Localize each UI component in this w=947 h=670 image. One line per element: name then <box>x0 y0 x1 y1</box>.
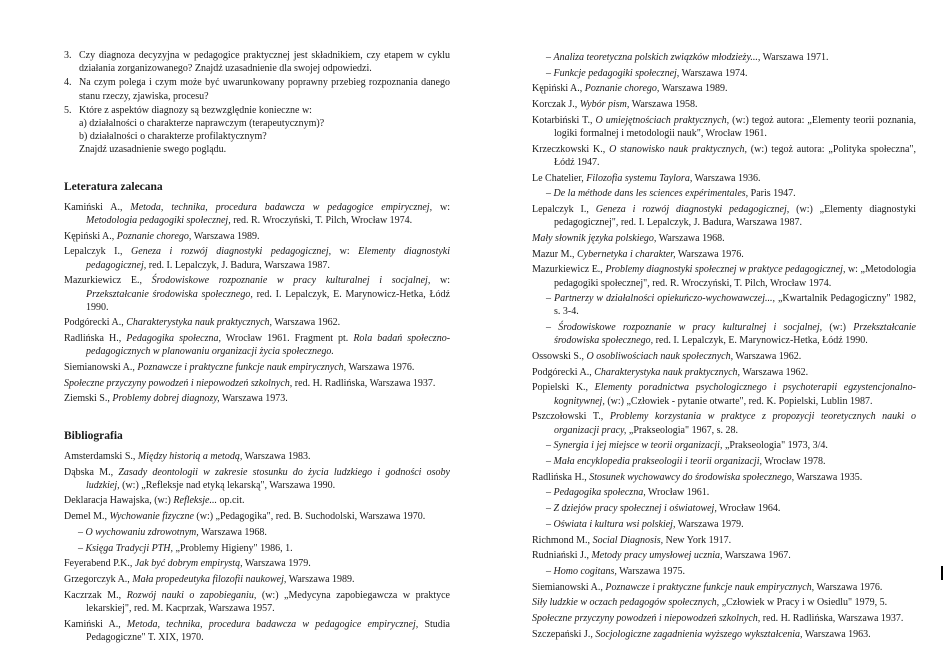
bibliography-entry <box>532 187 916 200</box>
reference-title: Stosunek wychowawcy do środowiska społecznego, <box>589 471 795 483</box>
reference-title: Elementy diagnostyki pedagogicznej, <box>86 246 450 271</box>
reference-author: Podgórecki A., <box>532 366 595 378</box>
reference-details: (w:) „Refleksje nad etyką lekarską", Warszawa 1990. <box>119 479 336 491</box>
bibliography-entry <box>532 98 916 111</box>
reference-title: Problemy diagnostyki społecznej w praktyce pedagogicznej, <box>605 264 846 276</box>
reference-title: Mały słownik języka polskiego, <box>532 232 657 244</box>
reference-details: Warszawa 1976. <box>675 248 744 260</box>
reference-details: Warszawa 1962. <box>740 366 809 378</box>
bibliography-entry <box>532 455 916 468</box>
bibliography-entry <box>532 581 916 594</box>
reference-details: w: <box>432 201 450 213</box>
reference-author: Richmond M., <box>532 534 593 546</box>
left-page <box>64 0 450 670</box>
reference-details: Warszawa 1989. <box>659 83 728 95</box>
reference-details: Warszawa 1979. <box>242 558 311 570</box>
reference-title: Wybór pism, <box>579 99 630 111</box>
reference-title: Homo cogitans, <box>553 565 617 577</box>
reference-details: Warszawa 1976. <box>346 362 415 374</box>
reference-title: Geneza i rozwój diagnostyki pedagogicznej, <box>131 246 332 258</box>
questions-list <box>64 49 450 157</box>
reference-details: Wrocław 1961. Fragment pt. <box>221 333 354 345</box>
reference-title: Poznawcze i praktyczne funkcje nauk empirycznych, <box>137 362 347 374</box>
reference-title: Pedagogika społeczna, <box>553 487 646 499</box>
reference-title: Analiza teoretyczna polskich związków młodzieży..., <box>553 52 761 63</box>
bibliography-list-left <box>64 450 450 644</box>
reference-author: Siemianowski A., <box>64 362 138 374</box>
bibliography-entry <box>64 557 450 570</box>
reference-author: – <box>546 322 559 334</box>
literature-entry <box>64 245 450 271</box>
reference-author: Mazur M., <box>532 248 577 260</box>
bibliography-entry <box>532 612 916 625</box>
reference-author: Dąbska M., <box>64 466 119 478</box>
reference-details: Warszawa 1975. <box>616 565 685 577</box>
reference-title: Księga Tradycji PTH, <box>85 542 174 554</box>
reference-title: Poznanie chorego, <box>584 83 660 95</box>
literature-entry <box>64 274 450 314</box>
literature-entry <box>64 230 450 243</box>
reference-title: Funkcje pedagogiki społecznej, <box>553 67 680 79</box>
bibliography-entry <box>532 67 916 80</box>
reference-title: De la méthode dans les sciences expérimentales, <box>553 188 749 200</box>
reference-details: „Kwartalnik Pedagogiczny" 1982, s. 3-4. <box>554 293 916 318</box>
bibliography-heading: Bibliografia <box>64 429 123 442</box>
reference-details: (w:) „Elementy diagnostyki pedagogicznej", red. I. Lepalczyk, J. Badura, Warszawa 1987. <box>554 204 916 229</box>
reference-author: – <box>546 455 554 467</box>
reference-title: Metodologia pedagogiki społecznej, <box>86 215 231 227</box>
literature-entry <box>64 392 450 405</box>
literature-entry <box>64 201 450 227</box>
reference-details: red. I. Lepalczyk, J. Badura, Warszawa 1987. <box>146 259 330 271</box>
bibliography-entry <box>532 549 916 562</box>
reference-details: Warszawa 1968. <box>198 526 267 538</box>
bibliography-entry <box>532 381 916 407</box>
reference-author: Lepalczyk I., <box>64 246 132 258</box>
bibliography-entry <box>64 510 450 523</box>
reference-details: „Problemy Higieny" 1986, 1. <box>173 542 293 554</box>
reference-title: Metoda, technika, procedura badawcza w pedagogice empirycznej, <box>126 618 419 630</box>
reference-author: Radlińska H., <box>532 471 590 483</box>
bibliography-entry <box>64 494 450 507</box>
reference-title: Społeczne przyczyny powodzeń i niepowodzeń szkolnych, <box>64 377 293 389</box>
reference-details: Warszawa 1983. <box>242 450 311 462</box>
page-edge-mark <box>941 566 943 580</box>
reference-details: Paris 1947. <box>748 188 796 200</box>
reference-title: Mała encyklopedia prakseologii i teorii organizacji, <box>553 455 762 467</box>
reference-details: w: <box>331 246 359 258</box>
literature-entry <box>64 316 450 329</box>
reference-title: O osobliwościach nauk społecznych, <box>586 351 734 363</box>
reference-title: Środowiskowe rozpoznanie w pracy kulturalnej i socjalnej, <box>151 275 431 287</box>
reference-title: Metody pracy umysłowej ucznia, <box>591 550 723 562</box>
bibliography-entry <box>532 321 916 347</box>
literature-entry <box>64 361 450 374</box>
reference-title: Social Diagnosis, <box>592 534 664 546</box>
reference-details: Warszawa 1963. <box>802 628 871 640</box>
reference-author: Kępiński A., <box>64 230 117 242</box>
reference-title: Geneza i rozwój diagnostyki pedagogicznej, <box>595 204 790 216</box>
reference-title: Wychowanie fizyczne <box>109 511 194 523</box>
reference-author: – <box>78 542 86 554</box>
reference-author: Radlińska H., <box>64 333 127 345</box>
reference-details: Warszawa 1962. <box>733 351 802 363</box>
reference-author: Le Chatelier, <box>532 172 587 184</box>
reference-title: Społeczne przyczyny powodzeń i niepowodzeń szkolnych, <box>532 613 761 625</box>
question-number: 4. <box>64 77 72 89</box>
reference-title: O umiejętnościach praktycznych, <box>595 114 730 126</box>
reference-author: Ziemski S., <box>64 393 113 405</box>
reference-author: Feyerabend P.K., <box>64 558 135 570</box>
reference-details: w: <box>430 275 450 287</box>
bibliography-entry <box>532 263 916 289</box>
recommended-literature-list <box>64 201 450 406</box>
question-text: Które z aspektów diagnozy są bezwzględnie konieczne w: <box>79 104 312 116</box>
reference-details: „Człowiek w Pracy i w Osiedlu" 1979, 5. <box>719 597 888 609</box>
reference-details: Warszawa 1976. <box>814 581 883 593</box>
bibliography-entry <box>64 466 450 492</box>
reference-title: Elementy poradnictwa psychologicznego i psychoterapii egzystencjonalno-kognitywnej, <box>554 382 916 407</box>
question-item <box>64 76 450 102</box>
reference-details: Warszawa 1989. <box>286 574 355 585</box>
reference-details: Wrocław 1961. <box>645 487 710 499</box>
reference-title: Oświata i kultura wsi polskiej, <box>553 518 676 530</box>
reference-title: Mała propedeutyka filozofii naukowej, <box>132 574 287 585</box>
reference-author: Rudniański J., <box>532 550 592 562</box>
reference-details: Warszawa 1979. <box>675 518 744 530</box>
reference-title: Filozofia systemu Taylora, <box>586 172 693 184</box>
question-number: 3. <box>64 50 72 61</box>
reference-author: – <box>546 293 554 305</box>
literature-entry <box>64 377 450 390</box>
reference-title: O stanowisko nauk praktycznych, <box>609 143 747 155</box>
bibliography-entry <box>64 526 450 539</box>
reference-author: Szczepański J., <box>532 628 596 640</box>
reference-author: – <box>546 503 554 515</box>
bibliography-entry <box>532 248 916 261</box>
bibliography-entry <box>532 534 916 547</box>
reference-details: red. H. Radlińska, Warszawa 1937. <box>292 377 436 389</box>
reference-details: New York 1917. <box>663 534 732 546</box>
reference-title: Problemy dobrej diagnozy, <box>112 393 220 405</box>
reference-author: Kotarbiński T., <box>532 114 596 126</box>
reference-author: Popielski K., <box>532 382 595 394</box>
reference-details: Warszawa 1971. <box>760 52 829 63</box>
reference-title: Refleksje... <box>173 495 217 507</box>
reference-details: „Prakseologia" 1973, 3/4. <box>722 440 828 452</box>
reference-author: – <box>546 487 554 499</box>
reference-author: – <box>78 526 86 538</box>
reference-author: Demel M., <box>64 511 110 523</box>
bibliography-entry <box>532 82 916 95</box>
reference-author: Amsterdamski S., <box>64 450 138 462</box>
reference-title: Cybernetyka i charakter, <box>577 248 676 260</box>
reference-title: Charakterystyka nauk praktycznych, <box>126 317 273 329</box>
bibliography-entry <box>532 172 916 185</box>
bibliography-entry <box>532 596 916 609</box>
bibliography-entry <box>64 618 450 644</box>
reference-details: Warszawa 1967. <box>722 550 791 562</box>
reference-author: Mazurkiewicz E., <box>64 275 152 287</box>
reference-author: – <box>546 52 554 63</box>
reference-details: op.cit. <box>216 495 245 507</box>
reference-title: Metoda, technika, procedura badawcza w pedagogice empirycznej, <box>130 201 433 213</box>
reference-details: (w:) „Pedagogika", red. B. Suchodolski, Warszawa 1970. <box>193 511 426 523</box>
bibliography-entry <box>532 628 916 641</box>
reference-title: Rozwój nauki o zapobieganiu, <box>126 589 257 601</box>
bibliography-entry <box>532 232 916 245</box>
reference-title: O wychowaniu zdrowotnym, <box>85 526 199 538</box>
reference-title: Środowiskowe rozpoznanie w pracy kulturalnej i socjalnej, <box>558 322 823 334</box>
bibliography-entry <box>532 114 916 140</box>
reference-author: Deklaracja Hawajska, (w:) <box>64 495 174 507</box>
reference-author: Grzegorczyk A., <box>64 574 133 585</box>
reference-details: w: „Metodologia pedagogiki społecznej", red. R. Wroczyński, T. Pilch, Wrocław 1974. <box>554 264 916 289</box>
reference-details: Studia Pedagogiczne" T. XIX, 1970. <box>86 618 450 643</box>
bibliography-entry <box>64 542 450 555</box>
reference-author: Kamiński A., <box>64 618 127 630</box>
reference-title: Pedagogika społeczna, <box>126 333 222 345</box>
bibliography-entry <box>64 450 450 463</box>
reference-author: Krzeczkowski K., <box>532 143 610 155</box>
reference-author: – <box>546 440 554 452</box>
reference-details: Warszawa 1973. <box>219 393 288 405</box>
reference-title: Problemy korzystania w praktyce z propozycji teoretycznych nauki o organizacji pracy, <box>554 411 916 436</box>
reference-author: Pszczołowski T., <box>532 411 610 423</box>
reference-title: Między historią a metodą, <box>137 450 243 462</box>
bibliography-entry <box>532 471 916 484</box>
question-item <box>64 49 450 75</box>
bibliography-entry <box>532 502 916 515</box>
reference-details: Warszawa 1962. <box>272 317 341 329</box>
reference-details: „Prakseologia" 1967, s. 28. <box>626 424 738 436</box>
reference-author: Podgórecki A., <box>64 317 127 329</box>
bibliography-entry <box>532 203 916 229</box>
reference-details: red. H. Radlińska, Warszawa 1937. <box>760 613 904 625</box>
question-text: Znajdź uzasadnienie swego poglądu. <box>79 144 227 156</box>
question-text: Czy diagnoza decyzyjna w pedagogice praktycznej jest składnikiem, czy etapem w cyklu działania zorganizowanego? Znajdź uzasadnienie dla swojej odpowiedzi. <box>79 50 450 75</box>
reference-author: – <box>546 67 554 79</box>
reference-author: Kamiński A., <box>64 201 131 213</box>
bibliography-entry <box>532 486 916 499</box>
bibliography-entry <box>532 366 916 379</box>
reference-details: (w:) „Medycyna zapobiegawcza w praktyce lekarskiej", red. M. Kacprzak, Warszawa 1957. <box>86 589 450 614</box>
question-item <box>64 104 450 157</box>
reference-title: Zasady deontologii w zakresie stosunku do życia ludzkiego i godności osoby ludzkiej, <box>86 466 450 491</box>
reference-author: Lepalczyk I., <box>532 204 596 216</box>
question-text: b) działalności o charakterze profilaktycznym? <box>79 131 267 143</box>
reference-author: Kępiński A., <box>532 83 585 95</box>
bibliography-entry <box>532 439 916 452</box>
bibliography-entry <box>532 565 916 578</box>
reference-details: red. I. Lepalczyk, E. Marynowicz-Hetka, Łódź 1990. <box>86 288 450 313</box>
literature-entry <box>64 332 450 358</box>
reference-details: red. R. Wroczyński, T. Pilch, Wrocław 1974. <box>230 215 413 227</box>
reference-title: Socjologiczne zagadnienia wyższego wykształcenia, <box>595 628 803 640</box>
reference-author: – <box>546 188 554 200</box>
reference-details: (w:) „Człowiek - pytanie otwarte", red. K. Popielski, Lublin 1987. <box>604 395 873 407</box>
bibliography-entry <box>532 143 916 169</box>
bibliography-list-right <box>532 51 916 641</box>
reference-author: Ossowski S., <box>532 351 587 363</box>
bibliography-entry <box>64 589 450 615</box>
reference-author: Siemianowski A., <box>532 581 606 593</box>
reference-title: Siły ludzkie w oczach pedagogów społecznych, <box>532 597 720 609</box>
reference-title: Przekształcanie środowiska społecznego, <box>86 288 253 300</box>
reference-details: (w:) tegoż autora: „Polityka społeczna", Łódź 1947. <box>554 143 916 168</box>
recommended-literature-heading: Leteratura zalecana <box>64 180 163 193</box>
bibliography-entry <box>532 350 916 363</box>
bibliography-entry <box>532 292 916 318</box>
reference-title: Jak być dobrym empirystą, <box>134 558 243 570</box>
bibliography-entry <box>532 518 916 531</box>
reference-details: red. I. Lepalczyk, E. Marynowicz-Hetka, Łódź 1990. <box>653 335 868 347</box>
question-number: 5. <box>64 104 72 116</box>
question-text: a) działalności o charakterze naprawczym (terapeutycznym)? <box>79 118 325 130</box>
reference-author: Korczak J., <box>532 99 580 111</box>
reference-details: Wrocław 1978. <box>761 455 826 467</box>
bibliography-entry <box>532 410 916 436</box>
reference-details: Warszawa 1974. <box>679 67 748 79</box>
reference-title: Charakterystyka nauk praktycznych, <box>594 366 741 378</box>
reference-details: (w:) tegoż autora: „Elementy teorii poznania, logiki formalnej i metodologii nauk", Wrocław 1961. <box>554 114 916 140</box>
reference-details: Warszawa 1958. <box>629 99 698 111</box>
reference-details: Wrocław 1964. <box>716 503 781 515</box>
reference-details: Warszawa 1936. <box>692 172 761 184</box>
reference-details: Warszawa 1935. <box>794 471 863 483</box>
bibliography-entry <box>64 573 450 586</box>
right-page <box>532 0 916 670</box>
question-text: Na czym polega i czym może być uwarunkowany poprawny przebieg rozpoznania danego stanu rzeczy, zjawiska, procesu? <box>79 77 450 102</box>
reference-title: Poznanie chorego, <box>116 230 192 242</box>
reference-title: Partnerzy w działalności opiekuńczo-wychowawczej..., <box>553 293 776 305</box>
reference-author: – <box>546 565 554 577</box>
bibliography-entry <box>532 51 916 64</box>
reference-title: Przekształcanie środowiska społecznego, <box>554 322 916 347</box>
reference-details: Warszawa 1968. <box>656 232 725 244</box>
reference-title: Rola badań społeczno-pedagogicznych w planowaniu organizacji życia społecznego. <box>86 333 450 358</box>
reference-details: Warszawa 1989. <box>191 230 260 242</box>
reference-author: – <box>546 518 554 530</box>
reference-title: Synergia i jej miejsce w teorii organizacji, <box>553 440 723 452</box>
reference-title: Poznawcze i praktyczne funkcje nauk empirycznych, <box>605 581 815 593</box>
reference-details: (w:) <box>822 322 854 334</box>
reference-author: Mazurkiewicz E., <box>532 264 606 276</box>
reference-author: Kaczrzak M., <box>64 589 127 601</box>
reference-title: Z dziejów pracy społecznej i oświatowej, <box>553 503 717 515</box>
